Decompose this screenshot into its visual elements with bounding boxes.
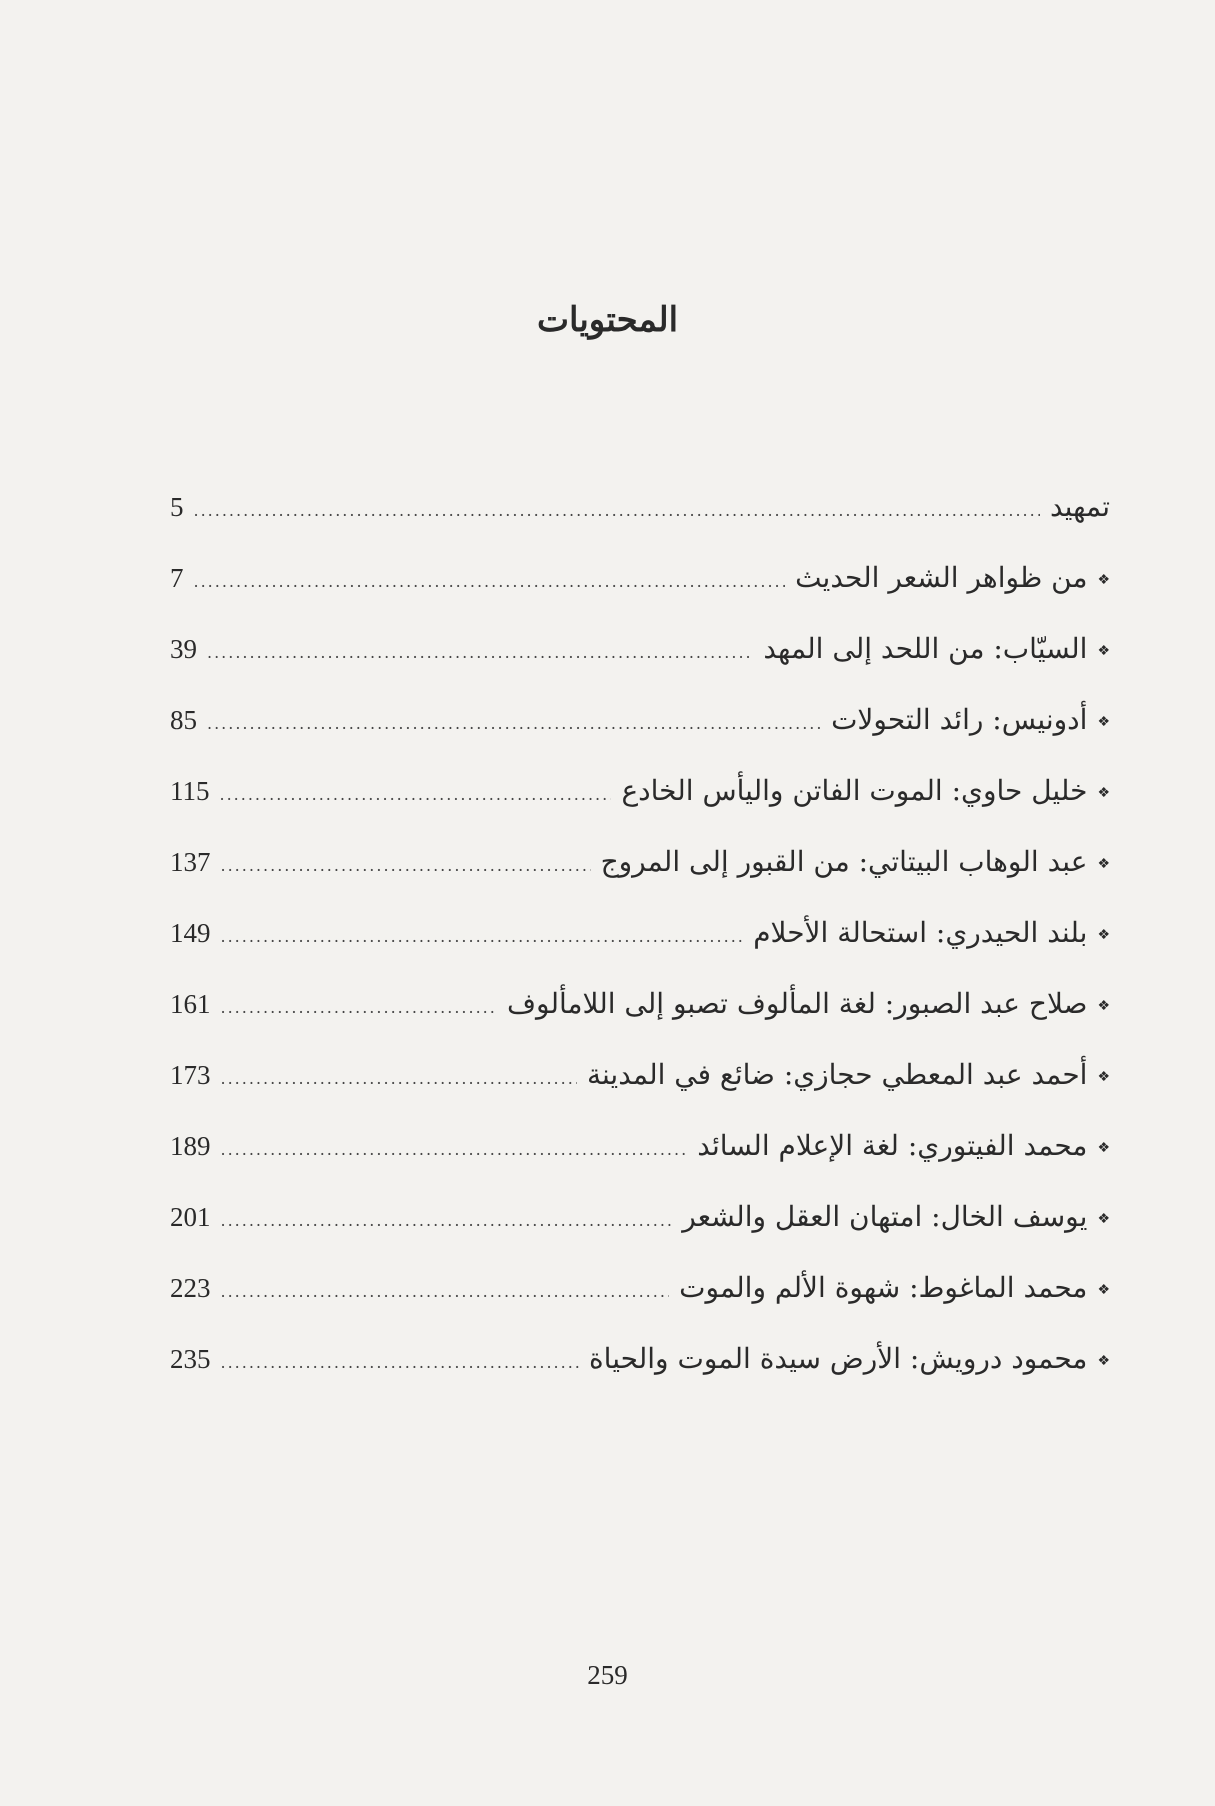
toc-entry-label [682, 1200, 1110, 1233]
toc-entry-page: 223 [170, 1273, 211, 1303]
toc-entry-page: 85 [170, 705, 197, 735]
toc-entry-label [507, 987, 1110, 1020]
toc-entry-text: بلند الحيدري: استحالة الأحلام [753, 916, 1088, 949]
toc-entry[interactable] [170, 1129, 1110, 1200]
toc-entry[interactable] [170, 774, 1110, 845]
toc-entry-page: 39 [170, 634, 197, 664]
dot-leader [207, 643, 753, 662]
toc-entry-text: تمهيد [1049, 490, 1110, 523]
table-of-contents [170, 490, 1110, 1413]
toc-entry-label [753, 916, 1110, 949]
toc-entry[interactable] [170, 1271, 1110, 1342]
toc-entry[interactable] [170, 916, 1110, 987]
toc-entry-label [697, 1129, 1110, 1162]
toc-entry-label [621, 774, 1110, 807]
bullet-icon: ❖ [1097, 784, 1110, 801]
toc-entry[interactable] [170, 703, 1110, 774]
toc-entry-label [763, 632, 1110, 665]
bullet-icon: ❖ [1097, 926, 1110, 943]
bullet-icon: ❖ [1097, 1139, 1110, 1156]
toc-entry-text: محمود درويش: الأرض سيدة الموت والحياة [589, 1342, 1088, 1375]
toc-entry-text: محمد الماغوط: شهوة الألم والموت [679, 1271, 1088, 1304]
bullet-icon: ❖ [1097, 642, 1110, 659]
toc-entry[interactable] [170, 1342, 1110, 1413]
toc-entry-label [1050, 490, 1110, 523]
toc-entry-text: يوسف الخال: امتهان العقل والشعر [682, 1200, 1088, 1233]
toc-entry-label [831, 703, 1110, 736]
toc-entry-label [679, 1271, 1110, 1304]
bullet-icon: ❖ [1097, 713, 1110, 730]
dot-leader [221, 1211, 673, 1230]
toc-entry-text: عبد الوهاب البيتاتي: من القبور إلى المروج [600, 845, 1088, 878]
page-number: 259 [587, 1660, 628, 1690]
toc-entry[interactable] [170, 561, 1110, 632]
bullet-icon: ❖ [1097, 1281, 1110, 1298]
toc-entry-text: السيّاب: من اللحد إلى المهد [763, 632, 1088, 665]
toc-entry[interactable] [170, 490, 1110, 561]
dot-leader [207, 714, 821, 733]
dot-leader [221, 1353, 580, 1372]
toc-entry-text: من ظواهر الشعر الحديث [795, 561, 1088, 594]
dot-leader [221, 856, 591, 875]
toc-entry[interactable] [170, 987, 1110, 1058]
toc-entry-label [795, 561, 1110, 594]
toc-entry-page: 201 [170, 1202, 211, 1232]
bullet-icon: ❖ [1097, 997, 1110, 1014]
toc-entry-page: 189 [170, 1131, 211, 1161]
toc-entry-label [601, 845, 1110, 878]
dot-leader [194, 572, 786, 591]
toc-entry[interactable] [170, 845, 1110, 916]
dot-leader [221, 927, 744, 946]
toc-entry-label [589, 1342, 1110, 1375]
bullet-icon: ❖ [1097, 571, 1110, 588]
bullet-icon: ❖ [1097, 1352, 1110, 1369]
toc-entry-page: 173 [170, 1060, 211, 1090]
toc-entry[interactable] [170, 1200, 1110, 1271]
toc-entry[interactable] [170, 1058, 1110, 1129]
dot-leader [221, 998, 497, 1017]
toc-entry-page: 115 [170, 776, 210, 806]
dot-leader [221, 1140, 688, 1159]
toc-entry-text: محمد الفيتوري: لغة الإعلام السائد [697, 1129, 1088, 1162]
toc-entry-text: خليل حاوي: الموت الفاتن واليأس الخادع [621, 774, 1088, 807]
dot-leader [221, 1282, 670, 1301]
toc-entry-page: 149 [170, 918, 211, 948]
dot-leader [194, 501, 1040, 520]
toc-entry-text: أدونيس: رائد التحولات [831, 703, 1088, 736]
toc-entry[interactable] [170, 632, 1110, 703]
bullet-icon: ❖ [1097, 1210, 1110, 1227]
page-title: المحتويات [536, 300, 679, 340]
dot-leader [221, 1069, 577, 1088]
toc-entry-label [587, 1058, 1110, 1091]
toc-entry-page: 5 [170, 492, 184, 522]
toc-entry-page: 137 [170, 847, 211, 877]
toc-entry-page: 7 [170, 563, 184, 593]
dot-leader [220, 785, 612, 804]
toc-entry-page: 235 [170, 1344, 211, 1374]
bullet-icon: ❖ [1097, 855, 1110, 872]
toc-entry-text: صلاح عبد الصبور: لغة المألوف تصبو إلى اللامألوف [506, 987, 1088, 1020]
toc-entry-page: 161 [170, 989, 211, 1019]
toc-entry-text: أحمد عبد المعطي حجازي: ضائع في المدينة [586, 1058, 1088, 1091]
bullet-icon: ❖ [1097, 1068, 1110, 1085]
